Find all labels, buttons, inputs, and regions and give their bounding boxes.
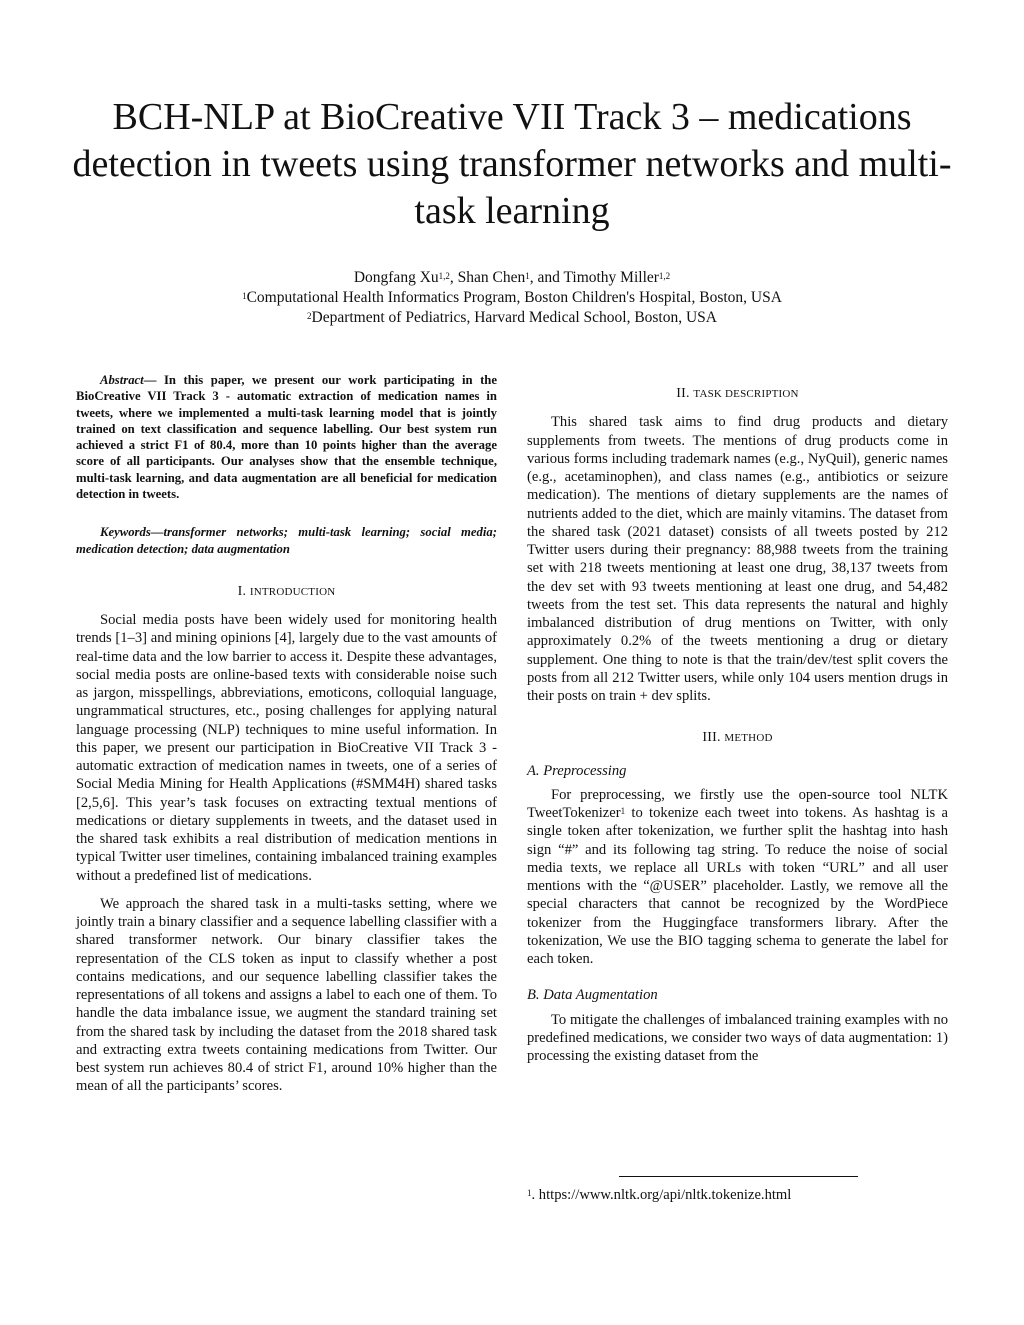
intro-paragraph-1: Social media posts have been widely used for monitoring health trends [1–3] and mining opinions [4], largely due to the vast amounts of real-time data and the low barrier to access it. Despite these advantages, social media posts are online-based texts with considerable noise such as jargon, misspellings, abbreviations, emoticons, colloquial language, ungrammatical structures, etc., posing challenges for applying natural language processing (NLP) techniques to mine useful information. In this paper, we present our participation in BioCreative VII Track 3 - automatic extraction of medication names in tweets, one of a series of Social Media Mining for Health Applications (#SMM4H) shared tasks [2,5,6]. This year’s task focuses on extracting textual mentions of medications or dietary supplements in tweets, and the dataset used in the shared task exhibits a real distribution of medication mentions in typical Twitter user timelines, containing imbalanced training examples without a predefined list of medications. — [76, 612, 497, 884]
author-block — [112, 268, 912, 328]
abstract-dash: — — [143, 373, 164, 387]
footnote — [527, 1186, 791, 1204]
section-number: II. — [676, 386, 694, 401]
left-column — [76, 372, 497, 1096]
affiliation-text: Computational Health Informatics Program, Boston Children's Hospital, Boston, USA — [246, 289, 782, 306]
section-number: I. — [237, 583, 250, 599]
footnote-marker: 1 — [527, 1188, 532, 1198]
paper-title: BCH-NLP at BioCreative VII Track 3 – medications detection in tweets using transformer networks and multi-task learning — [72, 96, 952, 232]
affiliation-marker: 1 — [525, 271, 530, 281]
section-heading-method — [527, 729, 948, 747]
augmentation-paragraph: To mitigate the challenges of imbalanced training examples with no predefined medications, we consider two ways of data augmentation: 1) processing the existing dataset from the — [527, 1011, 948, 1064]
section-title: INTRODUCTION — [249, 585, 336, 598]
section-title: TASK DESCRIPTION — [693, 388, 799, 400]
affiliation-marker: 2 — [307, 311, 312, 321]
section-title: METHOD — [724, 732, 773, 745]
affiliation-2 — [112, 308, 912, 328]
task-paragraph-1: This shared task aims to find drug products and dietary supplements from tweets. The mentions of drug products come in various forms including trademark names (e.g., NyQuil), generic names (e.g., acetaminophen), and class names (e.g., antibiotics or seizure medication). The mentions of dietary supplements are the names of nutrients added to the diet, which are mainly vitamins. The dataset from the shared task (2021 dataset) consists of all tweets posted by 212 Twitter users during their pregnancy: 88,988 tweets from the training set with 218 tweets mentioning at least one drug, 38,137 tweets from the dev set with 93 tweets mentioning at least one drug, and 54,482 tweets from the test set. This data represents the natural and highly imbalanced distribution of drug mentions on Twitter, with only approximately 0.2% of the tweets mentioning a drug or dietary supplement. One thing to note is that the train/dev/test split covers the posts from all 212 Twitter users, while only 104 users mention drugs in their posts on train + dev splits. — [527, 414, 948, 704]
section-number: III. — [702, 730, 725, 746]
paragraph-text: For preprocessing, we firstly use the open-source tool NLTK TweetTokenizer — [527, 786, 948, 821]
affiliation-marker: 1 — [242, 291, 247, 301]
section-heading-task — [527, 385, 948, 403]
keywords: Keywords—transformer networks; multi-task learning; social media; medication detection; data augmentation — [76, 525, 497, 556]
affiliation-1 — [112, 288, 912, 308]
affiliation-marker: 1,2 — [658, 271, 671, 281]
affiliation-marker: 1,2 — [438, 271, 450, 281]
footnote-divider — [619, 1176, 858, 1177]
author-name: , and Timothy Miller — [529, 269, 659, 286]
author-name: , Shan Chen — [449, 269, 526, 286]
author-line — [354, 269, 670, 286]
abstract — [76, 372, 497, 502]
author-name: Dongfang Xu — [353, 269, 439, 286]
abstract-label: Abstract — [100, 373, 144, 387]
intro-paragraph-2: We approach the shared task in a multi-tasks setting, where we jointly train a binary classifier and a sequence labelling classifier with a shared transformer network. Our binary classifier takes the representation of the CLS token as input to classify whether a post contains medications, and our sequence labelling classifier takes the representations of all tokens and assigns a label to each one of them. To handle the data imbalance issue, we augment the standard training set from the shared task by including the dataset from the 2018 shared task and extracting extra tweets containing medications from Twitter. Our best system run achieves 80.4 of strict F1, around 10% higher than the mean of all the participants’ scores. — [76, 895, 497, 1095]
preprocessing-paragraph — [527, 786, 948, 969]
footnote-marker: 1 — [620, 806, 626, 816]
affiliation-text: Department of Pediatrics, Harvard Medical School, Boston, USA — [311, 309, 717, 326]
abstract-text: In this paper, we present our work participating in the BioCreative VII Track 3 - automatic extraction of medication names in tweets, where we implemented a multi-task learning model that is jointly trained on text classification and sequence labelling. Our best system run achieved a strict F1 of 80.4, more than 10 points higher than the average score of all participants. Our analyses show that the ensemble technique, multi-task learning, and data augmentation are all beneficial for medication detection in tweets. — [76, 373, 497, 502]
footnote-text: . https://www.nltk.org/api/nltk.tokenize.html — [531, 1187, 792, 1203]
section-heading-introduction — [76, 583, 497, 601]
subsection-data-augmentation: B. Data Augmentation — [527, 987, 658, 1004]
subsection-preprocessing: A. Preprocessing — [527, 762, 627, 779]
paragraph-text: to tokenize each tweet into tokens. As hashtag is a single token after tokenization, we further split the hashtag into hash sign “#” and its following tag string. To reduce the noise of social media texts, we replace all URLs with token “URL” and all user mentions with the “@USER” placeholder. Lastly, we remove all the special characters that cannot be recognized by the WordPiece tokenizer from the Huggingface transformers library. After the tokenization, We use the BIO tagging schema to generate the label for each token. — [527, 805, 948, 967]
right-column — [527, 385, 948, 1065]
